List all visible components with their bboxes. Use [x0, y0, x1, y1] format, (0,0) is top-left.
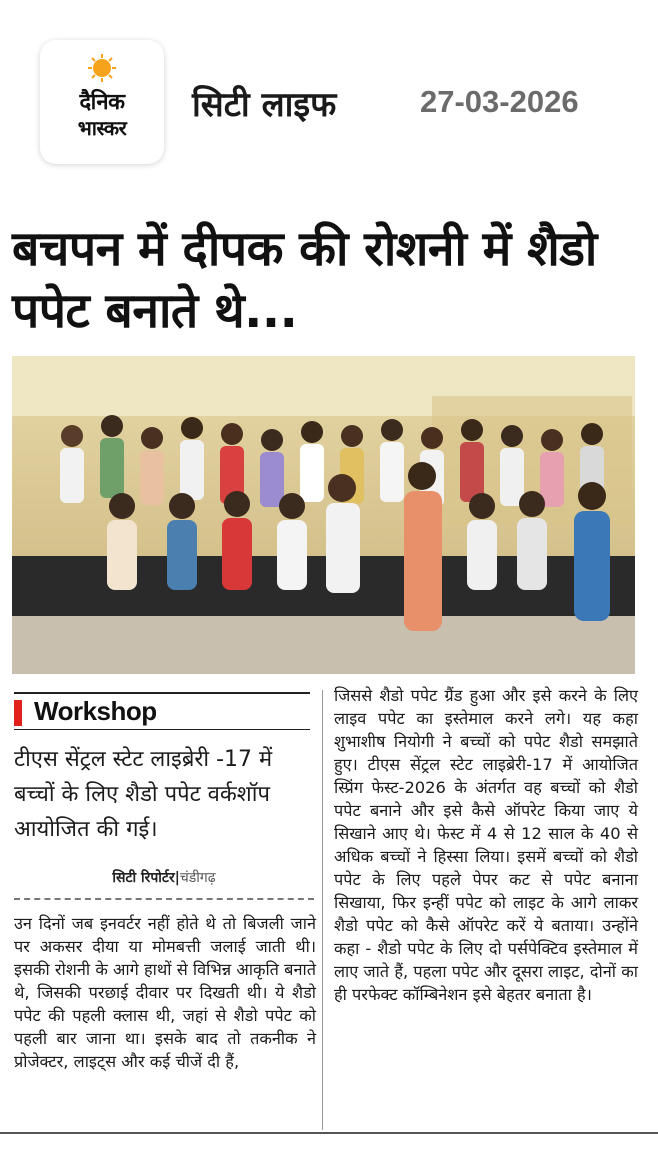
brand-name-line1: दैनिक: [79, 90, 125, 115]
body-paragraph-right: जिससे शैडो पपेट ग्रैंड हुआ और इसे करने के लिए लाइव पपेट का इस्तेमाल करने लगे। यह कहा शुभाशीष नियोगी ने बच्चों को पपेट शैडो समझाते हुए। टीएस सेंट्रल स्टेट लाइब्रेरी-17 में आयोजित स्प्रिंग फेस्ट-2026 के अंतर्गत वह बच्चों को शैडो पपेट बनाने और इसे कैसे ऑपरेट किया जाए ये सिखाने आए थे। फेस्ट में 4 से 12 साल के 40 से अधिक बच्चों ने हिस्सा लिया। इसमें बच्चों को शैडो पपेट के लिए पहले पेपर कट से पपेट बनाना सिखाया, फिर इन्हीं पपेट को लाइट के आगे लाकर शैडो पपेट को कैसे ऑपरेट करें ये बताया। उन्होंने कहा - शैडो पपेट के लिए दो पर्सपेक्टिव इस्तेमाल में लाए जाते हैं, पहला पपेट और दूसरा लाइट, दोनों का ही परफेक्ट कॉम्बिनेशन इसे बेहतर बनाता है।: [334, 686, 638, 1004]
edition-date: 27-03-2026: [420, 84, 579, 119]
body-paragraph-left: उन दिनों जब इनवर्टर नहीं होते थे तो बिजली जाने पर अकसर दीया या मोमबत्ती जलाई जाती थी। इसकी रोशनी के आगे हाथों से विभिन्न आकृति बनाते थे, जिसकी परछाई दीवार पर दिखती थी। ये शैडो पपेट की पहली क्लास थी, जहां से शैडो पपेट को पहली बार जाना था। इसके बाद तो तकनीक ने प्रोजेक्टर, लाइट्स और कई चीजें दी हैं,: [14, 914, 316, 1071]
category-text: Workshop: [34, 696, 157, 726]
category-label: [14, 692, 310, 730]
article-body-right: [334, 684, 638, 1006]
byline: [14, 868, 314, 887]
group-photo-illustration: [12, 356, 635, 674]
dainik-bhaskar-logo[interactable]: [40, 40, 164, 164]
brand-name-line2: भास्कर: [77, 116, 127, 140]
article-photo: [12, 356, 635, 674]
section-title: सिटी लाइफ: [192, 85, 337, 125]
column-divider: [322, 690, 323, 1130]
category-accent-bar: [14, 700, 22, 726]
article-headline: बचपन में दीपक की रोशनी में शैडो पपेट बनाते थे...: [12, 221, 597, 339]
article-subheadline: टीएस सेंट्रल स्टेट लाइब्रेरी -17 में बच्चों के लिए शैडो पपेट वर्कशॉप आयोजित की गई।: [14, 747, 273, 842]
byline-reporter: सिटी रिपोर्टर: [112, 870, 175, 886]
byline-separator: |: [174, 870, 180, 886]
article-body-left: [14, 912, 316, 1073]
page-bottom-rule: [0, 1132, 658, 1134]
byline-city: चंडीगढ़: [179, 870, 216, 886]
sun-icon: [88, 54, 116, 82]
byline-divider: [14, 898, 314, 900]
